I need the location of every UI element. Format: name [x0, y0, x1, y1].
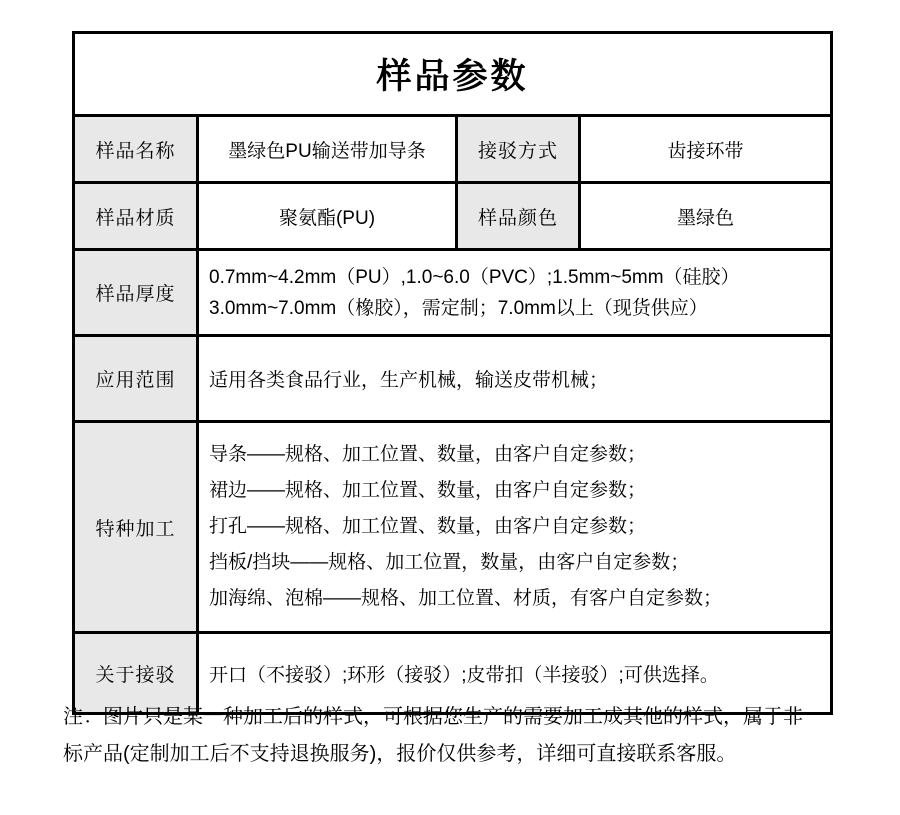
thickness-line-2: 3.0mm~7.0mm（橡胶），需定制；7.0mm以上（现货供应）	[209, 297, 708, 319]
special-line-baffle: 挡板/挡块——规格、加工位置，数量，由客户自定参数；	[209, 552, 690, 573]
special-processing-label: 特种加工	[74, 422, 198, 633]
special-line-skirt: 裙边——规格、加工位置、数量，由客户自定参数；	[209, 480, 647, 501]
table-row-name	[74, 116, 832, 183]
sample-color-value: 墨绿色	[580, 183, 832, 250]
joining-method-label: 接驳方式	[457, 116, 580, 183]
table-row-thickness	[74, 250, 832, 336]
special-line-foam: 加海绵、泡棉——规格、加工位置、材质，有客户自定参数；	[209, 588, 723, 609]
footer-note	[63, 699, 853, 773]
spec-table	[72, 31, 833, 715]
special-line-punch: 打孔——规格、加工位置、数量，由客户自定参数；	[209, 516, 647, 537]
sample-material-label: 样品材质	[74, 183, 198, 250]
about-joining-value: 开口（不接驳）;环形（接驳）;皮带扣（半接驳）;可供选择。	[198, 633, 832, 714]
page-title: 样品参数	[376, 57, 529, 96]
about-joining-label: 关于接驳	[74, 633, 198, 714]
thickness-line-1: 0.7mm~4.2mm（PU）,1.0~6.0（PVC）;1.5mm~5mm（硅胶）	[209, 266, 740, 288]
special-line-guide: 导条——规格、加工位置、数量，由客户自定参数；	[209, 444, 647, 465]
special-processing-value	[198, 422, 832, 633]
table-row-application	[74, 336, 832, 422]
application-value: 适用各类食品行业，生产机械，输送皮带机械；	[198, 336, 832, 422]
sample-name-value: 墨绿色PU输送带加导条	[198, 116, 457, 183]
table-row-material	[74, 183, 832, 250]
table-row-special	[74, 422, 832, 633]
title-cell	[74, 33, 832, 116]
footer-note-line-2: 标产品(定制加工后不支持退换服务)，报价仅供参考，详细可直接联系客服。	[63, 743, 737, 765]
thickness-value	[198, 250, 832, 336]
joining-method-value: 齿接环带	[580, 116, 832, 183]
sample-material-value: 聚氨酯(PU)	[198, 183, 457, 250]
sample-color-label: 样品颜色	[457, 183, 580, 250]
sample-name-label: 样品名称	[74, 116, 198, 183]
thickness-label: 样品厚度	[74, 250, 198, 336]
application-label: 应用范围	[74, 336, 198, 422]
footer-note-line-1: 注：图片只是某一种加工后的样式，可根据您生产的需要加工成其他的样式，属于非	[63, 706, 803, 728]
title-row	[74, 33, 832, 116]
